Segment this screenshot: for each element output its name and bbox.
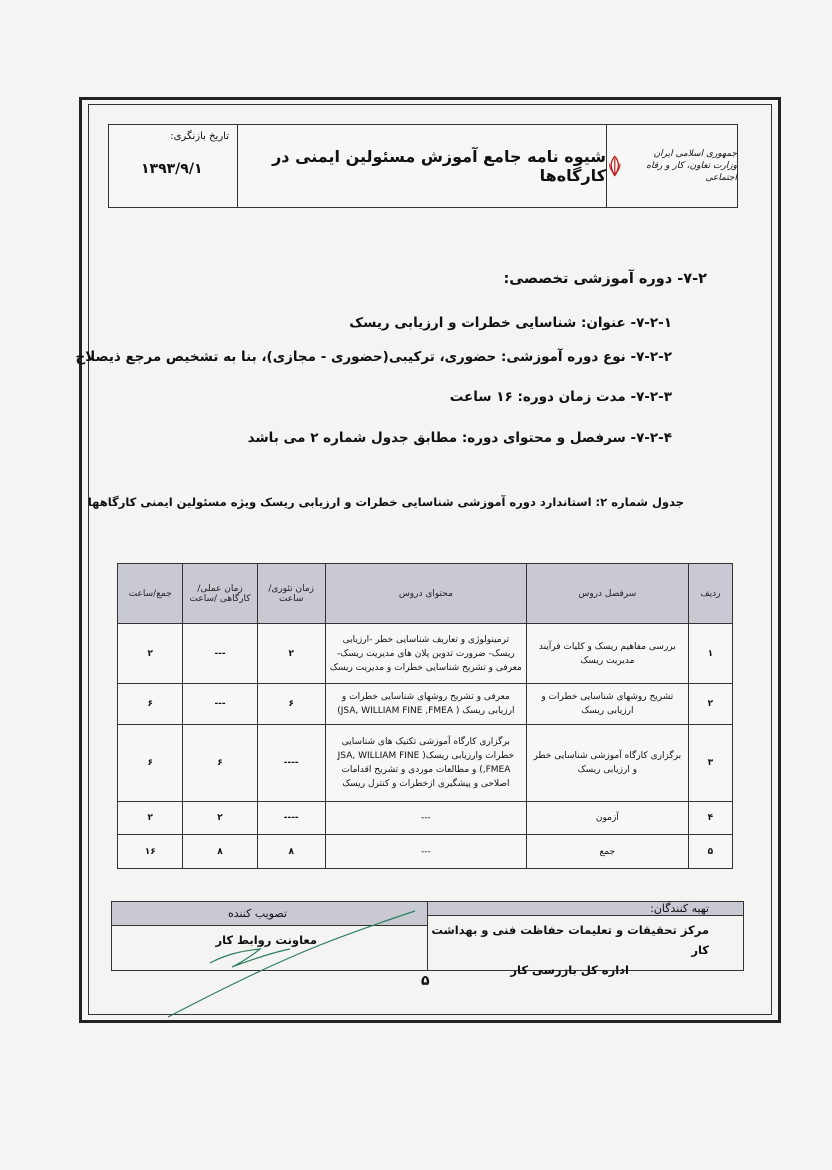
page-border-inner bbox=[88, 104, 772, 1015]
item-title: ۷-۲-۱- عنوان: شناسایی خطرات و ارزیابی ریسک bbox=[349, 315, 672, 331]
col-header-practice: زمان عملی/کارگاهی /ساعت bbox=[183, 564, 257, 624]
cell-total: ۶ bbox=[118, 725, 183, 802]
handwritten-signature bbox=[150, 905, 450, 1025]
cell-heading: تشریح روشهای شناسایی خطرات و ارزیابی ریسک bbox=[526, 684, 688, 725]
cell-practice: ۲ bbox=[183, 802, 257, 835]
cell-content: معرفی و تشریح روشهای شناسایی خطرات و ارزیابی ریسک ( JSA, WILLIAM FINE ,FMEA) bbox=[325, 684, 526, 725]
cell-content: برگزاری کارگاه آموزشی تکنیک های شناسایی خطرات وارزیابی ریسک( JSA, WILLIAM FINE ,FMEA) و مطالعات موردی و تشریح اقدامات اصلاحی و پیشگیری ازخطرات و کنترل ریسک bbox=[325, 725, 526, 802]
preparers-label: تهیه کنندگان: bbox=[428, 902, 743, 916]
cell-heading: برگزاری کارگاه آموزشی شناسایی خطر و ارزیابی ریسک bbox=[526, 725, 688, 802]
col-header-content: محتوای دروس bbox=[325, 564, 526, 624]
table-row bbox=[118, 835, 733, 869]
cell-row: ۳ bbox=[688, 725, 732, 802]
preparer-org-1: مرکز تحقیقات و تعلیمات حفاظت فنی و بهداشت کار bbox=[431, 923, 709, 957]
table-row bbox=[118, 802, 733, 835]
cell-heading: بررسی مفاهیم ریسک و کلیات فرآیند مدیریت ریسک bbox=[526, 624, 688, 684]
cell-theory: ۲ bbox=[257, 624, 325, 684]
revision-date-box bbox=[109, 125, 237, 207]
cell-content: --- bbox=[325, 835, 526, 869]
ministry-logo bbox=[606, 125, 737, 207]
cell-content: --- bbox=[325, 802, 526, 835]
preparers-column bbox=[428, 902, 743, 977]
cell-theory: ۶ bbox=[257, 684, 325, 725]
cell-total: ۲ bbox=[118, 624, 183, 684]
col-header-heading: سرفصل دروس bbox=[526, 564, 688, 624]
document-header bbox=[108, 124, 738, 208]
preparer-org-2: اداره کل بازرسی کار bbox=[510, 963, 629, 977]
cell-heading: آزمون bbox=[526, 802, 688, 835]
cell-row: ۱ bbox=[688, 624, 732, 684]
cell-heading: جمع bbox=[526, 835, 688, 869]
col-header-theory: زمان تئوری/ساعت bbox=[257, 564, 325, 624]
cell-row: ۵ bbox=[688, 835, 732, 869]
cell-theory: ---- bbox=[257, 725, 325, 802]
revision-date-label: تاریخ بازنگری: bbox=[170, 131, 229, 142]
table-row bbox=[118, 684, 733, 725]
table-caption: جدول شماره ۲: استاندارد دوره آموزشی شناسایی خطرات و ارزیابی ریسک ویژه مسئولین ایمنی کارگاهها bbox=[87, 495, 684, 509]
cell-practice: ۶ bbox=[183, 725, 257, 802]
cell-practice: ۸ bbox=[183, 835, 257, 869]
cell-theory: ۸ bbox=[257, 835, 325, 869]
table-header-row bbox=[118, 564, 733, 624]
course-standard-table bbox=[117, 563, 733, 869]
document-title: شیوه نامه جامع آموزش مسئولین ایمنی در کارگاه‌ها bbox=[237, 125, 606, 207]
cell-practice: --- bbox=[183, 684, 257, 725]
table-row bbox=[118, 624, 733, 684]
cell-theory: ---- bbox=[257, 802, 325, 835]
cell-total: ۲ bbox=[118, 802, 183, 835]
ministry-name-line2: وزارت تعاون، کار و رفاه اجتماعی bbox=[646, 161, 737, 183]
cell-practice: --- bbox=[183, 624, 257, 684]
cell-content: ترمینولوژی و تعاریف شناسایی خطر -ارزیابی ریسک- ضرورت تدوین پلان های مدیریت ریسک- معرفی و تشریح شناسایی خطرات و مدیریت ریسک bbox=[325, 624, 526, 684]
cell-total: ۶ bbox=[118, 684, 183, 725]
ministry-name-line1: جمهوری اسلامی ایران bbox=[653, 149, 737, 159]
section-heading: ۷-۲- دوره آموزشی تخصصی: bbox=[503, 271, 707, 287]
cell-total: ۱۶ bbox=[118, 835, 183, 869]
iran-emblem-icon bbox=[607, 153, 623, 179]
revision-date-value: ۱۳۹۳/۹/۱ bbox=[141, 161, 203, 177]
approver-org: معاونت روابط کار bbox=[215, 933, 317, 947]
approver-label: تصویب کننده bbox=[112, 902, 427, 926]
col-header-total: جمع/ساعت bbox=[118, 564, 183, 624]
item-syllabus: ۷-۲-۴- سرفصل و محتوای دوره: مطابق جدول شماره ۲ می باشد bbox=[247, 430, 672, 446]
page-number: ۵ bbox=[421, 973, 430, 989]
col-header-row: ردیف bbox=[688, 564, 732, 624]
cell-row: ۴ bbox=[688, 802, 732, 835]
item-course-type: ۷-۲-۲- نوع دوره آموزشی: حضوری، ترکیبی(حضوری - مجازی)، بنا به تشخیص مرجع ذیصلاح bbox=[75, 349, 672, 365]
table-row bbox=[118, 725, 733, 802]
cell-row: ۲ bbox=[688, 684, 732, 725]
item-duration: ۷-۲-۳- مدت زمان دوره: ۱۶ ساعت bbox=[449, 389, 672, 405]
